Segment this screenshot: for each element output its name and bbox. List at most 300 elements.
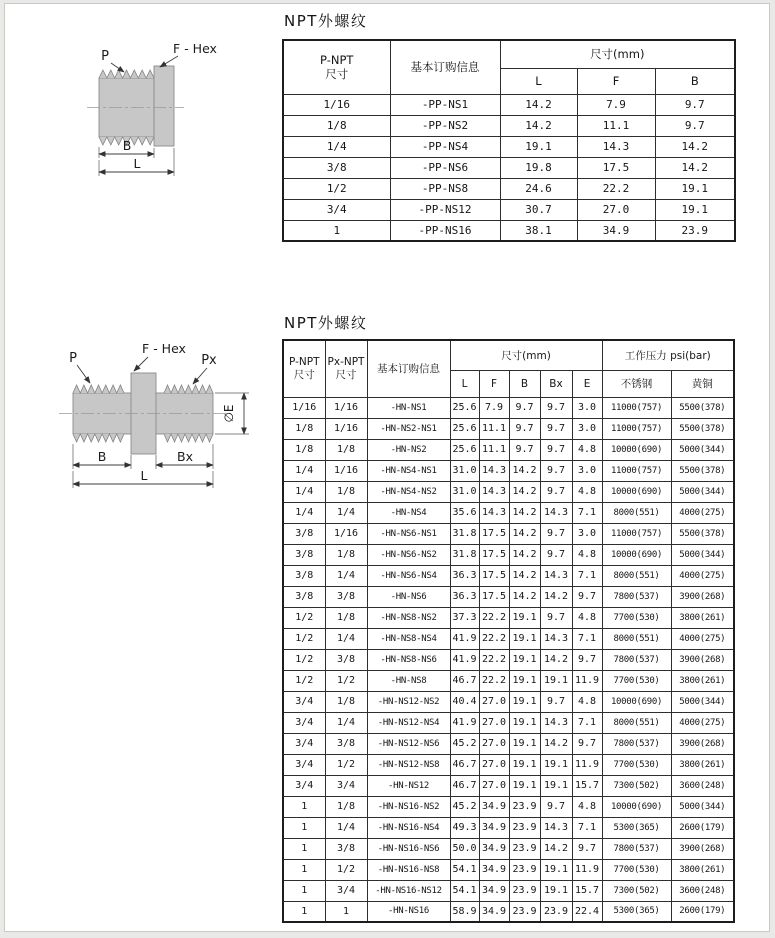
table-cell: 7700(530) [602,607,671,628]
table-row [283,523,734,544]
col-header-p-npt-line2: 尺寸 [325,67,349,82]
table-cell: 14.3 [540,502,572,523]
table-cell: 17.5 [479,544,509,565]
table-cell: 1/16 [325,523,367,544]
table-body [283,94,735,241]
table-cell: 14.2 [509,586,540,607]
col-header-order-info: 基本订购信息 [367,340,450,397]
table-cell: 11.9 [572,754,602,775]
table-cell: 1/4 [283,502,325,523]
table-cell: -HN-NS16-NS6 [367,838,450,859]
table-cell: 7.1 [572,712,602,733]
table-cell: 4.8 [572,607,602,628]
table-cell: 11.9 [572,670,602,691]
table-row [283,94,735,115]
col-header-f: F [577,68,655,94]
table-cell: 54.1 [450,859,479,880]
table-cell: 9.7 [540,607,572,628]
table-cell: 19.8 [500,157,577,178]
table-cell: 17.5 [577,157,655,178]
table-cell: 14.3 [479,481,509,502]
table-cell: 19.1 [509,712,540,733]
table-cell: 46.7 [450,775,479,796]
table-cell: 3/8 [283,523,325,544]
table-cell: 41.9 [450,649,479,670]
table-cell: 7.1 [572,565,602,586]
table-cell: 3.0 [572,397,602,418]
table-cell: 14.3 [479,460,509,481]
table-cell: 4.8 [572,544,602,565]
table-cell: -HN-NS6-NS4 [367,565,450,586]
col-header-b: B [509,370,540,397]
table-cell: -HN-NS2-NS1 [367,418,450,439]
table-row [283,880,734,901]
table-cell: 5500(378) [671,460,734,481]
table-cell: 19.1 [540,754,572,775]
table-cell: 23.9 [509,796,540,817]
table-cell: 9.7 [572,838,602,859]
table-row [283,796,734,817]
table-cell: -PP-NS4 [390,136,500,157]
table-cell: 22.2 [479,628,509,649]
table-cell: -HN-NS16-NS8 [367,859,450,880]
table-cell: 3900(268) [671,649,734,670]
table-cell: 41.9 [450,712,479,733]
table-cell: 9.7 [540,439,572,460]
table-cell: 19.1 [509,607,540,628]
table-cell: 49.3 [450,817,479,838]
table-cell: 1/16 [325,397,367,418]
table-cell: 1/4 [325,502,367,523]
table-cell: 14.3 [540,565,572,586]
table-cell: 4000(275) [671,565,734,586]
table-cell: 19.1 [509,670,540,691]
table-cell: 19.1 [509,733,540,754]
table-cell: 5000(344) [671,481,734,502]
table-cell: 3600(248) [671,880,734,901]
table-cell: 9.7 [540,460,572,481]
table-cell: 1/2 [325,859,367,880]
nipple-diagram [21,331,271,501]
table-cell: 7700(530) [602,754,671,775]
table-row [283,628,734,649]
table-cell: 38.1 [500,220,577,241]
table-cell: 34.9 [479,838,509,859]
table-cell: 3800(261) [671,670,734,691]
table-cell: 1/8 [283,439,325,460]
table-cell: 27.0 [479,691,509,712]
table-cell: 45.2 [450,733,479,754]
table-cell: 1/4 [325,712,367,733]
dim-label-l: L [140,468,148,483]
table-cell: 1 [283,796,325,817]
table-cell: 31.8 [450,523,479,544]
table-cell: -HN-NS12-NS2 [367,691,450,712]
table-cell: 1/8 [325,607,367,628]
col-header-size-mm: 尺寸(mm) [500,40,735,68]
table-cell: 9.7 [540,544,572,565]
table-cell: 10000(690) [602,481,671,502]
table-cell: 15.7 [572,880,602,901]
table-cell: 17.5 [479,586,509,607]
table-cell: 9.7 [655,115,735,136]
table-cell: 9.7 [572,649,602,670]
table-cell: 36.3 [450,565,479,586]
table-cell: 22.2 [479,649,509,670]
table-row [283,565,734,586]
table-cell: 22.4 [572,901,602,922]
table-cell: 4000(275) [671,712,734,733]
table-cell: -HN-NS4 [367,502,450,523]
table-cell: 1/2 [283,178,390,199]
table-cell: -HN-NS4-NS2 [367,481,450,502]
table-cell: 8000(551) [602,712,671,733]
table-cell: 1 [283,901,325,922]
table-cell: 9.7 [540,691,572,712]
table-cell: 9.7 [540,796,572,817]
table-row [283,439,734,460]
table-cell: 3900(268) [671,733,734,754]
table-cell: -PP-NS16 [390,220,500,241]
table-cell: 17.5 [479,523,509,544]
table-cell: 1 [325,901,367,922]
table-cell: 14.2 [509,565,540,586]
table-cell: 3/4 [283,199,390,220]
table-cell: 1 [283,880,325,901]
table-row [283,481,734,502]
label-p: P [101,49,109,64]
table-row [283,460,734,481]
table-cell: 19.1 [655,178,735,199]
table-row [283,544,734,565]
table-cell: 9.7 [540,481,572,502]
table-cell: 9.7 [509,439,540,460]
table-cell: 5000(344) [671,544,734,565]
table-row [283,691,734,712]
col-header-bx: Bx [540,370,572,397]
nipple-spec-table [282,339,735,923]
table-row [283,178,735,199]
col-header-px-npt [325,340,367,397]
table-cell: 3/8 [325,733,367,754]
leader-px [193,368,207,384]
table-cell: 19.1 [509,628,540,649]
leader-f-hex [160,56,178,67]
table-row [283,901,734,922]
table-cell: 9.7 [509,418,540,439]
table-cell: 3.0 [572,523,602,544]
table-cell: 14.2 [540,838,572,859]
table-cell: 34.9 [479,859,509,880]
table-cell: 7300(502) [602,775,671,796]
table-cell: 14.2 [500,94,577,115]
table-row [283,712,734,733]
table-cell: 5300(365) [602,817,671,838]
table-cell: 4.8 [572,796,602,817]
table-cell: 14.3 [479,502,509,523]
table-cell: 1/4 [325,817,367,838]
table-cell: 23.9 [509,901,540,922]
table-cell: 1/4 [325,628,367,649]
dim-label-l: L [133,156,141,171]
table-cell: 31.0 [450,481,479,502]
table-cell: 27.0 [479,712,509,733]
table-cell: 1 [283,817,325,838]
table-cell: -HN-NS8-NS6 [367,649,450,670]
table-row [283,199,735,220]
table-cell: 3/4 [325,775,367,796]
table-cell: 1/4 [325,565,367,586]
table-cell: 14.2 [509,523,540,544]
thread-right-top [164,385,213,393]
table-cell: 7.1 [572,502,602,523]
table-cell: 1/2 [283,607,325,628]
table-cell: 11000(757) [602,397,671,418]
table-cell: 9.7 [540,397,572,418]
col-header-l: L [500,68,577,94]
table-cell: 7800(537) [602,586,671,607]
table-cell: 7800(537) [602,733,671,754]
table-cell: -HN-NS8 [367,670,450,691]
table-cell: 7700(530) [602,670,671,691]
table-cell: 3/4 [325,880,367,901]
col-header-l: L [450,370,479,397]
table-cell: -HN-NS6-NS2 [367,544,450,565]
dim-label-e: ∅E [222,404,236,423]
table-cell: 8000(551) [602,565,671,586]
table-row [283,754,734,775]
thread-right-bottom [164,434,213,442]
col-header-brass: 黄铜 [671,370,734,397]
col-header-pressure: 工作压力 psi(bar) [602,340,734,370]
table-cell: 11000(757) [602,418,671,439]
col-header-order-info: 基本订购信息 [390,40,500,94]
table-cell: 31.8 [450,544,479,565]
table-cell: 11.9 [572,859,602,880]
table-cell: 14.2 [655,157,735,178]
table-cell: 1/16 [325,460,367,481]
section-title: NPT外螺纹 [284,314,368,332]
table-body [283,397,734,922]
table-cell: 14.2 [655,136,735,157]
table-cell: 3/8 [283,544,325,565]
table-cell: -PP-NS8 [390,178,500,199]
table-cell: 7.1 [572,817,602,838]
table-row [283,418,734,439]
table-cell: 19.1 [540,775,572,796]
table-cell: 9.7 [540,523,572,544]
dim-label-b: B [122,138,132,153]
table-cell: -HN-NS16-NS4 [367,817,450,838]
table-cell: 5000(344) [671,691,734,712]
table-cell: 1 [283,838,325,859]
table-cell: 34.9 [479,796,509,817]
table-cell: 19.1 [540,880,572,901]
table-cell: 23.9 [655,220,735,241]
leader-p [77,365,90,383]
table-cell: 27.0 [479,733,509,754]
table-cell: 3.0 [572,460,602,481]
table-cell: 9.7 [509,397,540,418]
table-cell: 7300(502) [602,880,671,901]
table-cell: 14.2 [509,502,540,523]
table-cell: 9.7 [540,418,572,439]
table-cell: 25.6 [450,418,479,439]
table-cell: 7.9 [479,397,509,418]
col-header-b: B [655,68,735,94]
table-cell: 19.1 [509,775,540,796]
table-cell: 14.3 [540,817,572,838]
table-cell: -HN-NS2 [367,439,450,460]
table-cell: 19.1 [540,670,572,691]
label-f-hex: F - Hex [142,341,186,356]
table-cell: 11000(757) [602,460,671,481]
table-cell: 9.7 [655,94,735,115]
table-cell: 7.1 [572,628,602,649]
table-cell: 4000(275) [671,628,734,649]
table-cell: 3/8 [325,649,367,670]
table-cell: 3/8 [283,565,325,586]
table-cell: 10000(690) [602,544,671,565]
table-cell: 3600(248) [671,775,734,796]
table-cell: 1/2 [325,754,367,775]
table-cell: 3/4 [283,775,325,796]
table-cell: 34.9 [479,901,509,922]
table-cell: 19.1 [655,199,735,220]
table-cell: 2600(179) [671,901,734,922]
page [4,3,770,932]
table-cell: -HN-NS12 [367,775,450,796]
table-cell: 5000(344) [671,439,734,460]
table-cell: 1/8 [283,115,390,136]
table-cell: 3800(261) [671,859,734,880]
table-cell: 1/16 [283,397,325,418]
table-cell: 1/16 [283,94,390,115]
table-cell: 3/4 [283,754,325,775]
table-cell: 11.1 [577,115,655,136]
table-cell: 54.1 [450,880,479,901]
table-cell: 23.9 [540,901,572,922]
table-cell: 31.0 [450,460,479,481]
col-header-p-npt-line1: P-NPT [320,52,354,67]
table-cell: 5000(344) [671,796,734,817]
table-cell: 40.4 [450,691,479,712]
table-cell: 1 [283,859,325,880]
table-cell: -PP-NS12 [390,199,500,220]
table-cell: 14.2 [540,586,572,607]
table-cell: 4000(275) [671,502,734,523]
col-header-p-npt-line2: 尺寸 [293,368,315,381]
table-cell: 23.9 [509,880,540,901]
col-header-p-npt [283,40,390,94]
table-cell: 46.7 [450,670,479,691]
table-cell: 10000(690) [602,796,671,817]
table-cell: 3/8 [283,157,390,178]
table-cell: -HN-NS12-NS4 [367,712,450,733]
table-cell: 7800(537) [602,838,671,859]
table-cell: 19.1 [500,136,577,157]
table-cell: 4.8 [572,481,602,502]
table-cell: 34.9 [479,817,509,838]
table-cell: -HN-NS6 [367,586,450,607]
table-row [283,838,734,859]
table-cell: -HN-NS4-NS1 [367,460,450,481]
table-cell: -HN-NS12-NS8 [367,754,450,775]
table-cell: 11000(757) [602,523,671,544]
table-cell: 17.5 [479,565,509,586]
table-cell: 3/8 [325,586,367,607]
table-cell: 34.9 [577,220,655,241]
table-cell: -HN-NS1 [367,397,450,418]
table-cell: -PP-NS2 [390,115,500,136]
table-cell: 19.1 [509,691,540,712]
table-cell: -HN-NS12-NS6 [367,733,450,754]
table-cell: 7.9 [577,94,655,115]
table-cell: 45.2 [450,796,479,817]
table-cell: 22.2 [479,670,509,691]
section-title: NPT外螺纹 [284,12,368,30]
table-cell: 11.1 [479,439,509,460]
table-row [283,817,734,838]
table-cell: 27.0 [577,199,655,220]
table-cell: -HN-NS16-NS12 [367,880,450,901]
table-header [283,340,734,397]
table-cell: 8000(551) [602,502,671,523]
table-cell: 2600(179) [671,817,734,838]
thread-top [99,70,154,78]
table-cell: 5500(378) [671,397,734,418]
table-cell: 1/8 [283,418,325,439]
table-cell: -HN-NS16 [367,901,450,922]
table-row [283,670,734,691]
table-cell: 58.9 [450,901,479,922]
table-row [283,733,734,754]
table-cell: 19.1 [540,859,572,880]
table-cell: 22.2 [479,607,509,628]
table-cell: 3/4 [283,691,325,712]
table-row [283,397,734,418]
col-header-px-npt-line2: 尺寸 [335,368,357,381]
table-cell: 10000(690) [602,691,671,712]
table-cell: 7800(537) [602,649,671,670]
table-cell: 1/8 [325,481,367,502]
col-header-px-npt-line1: Px-NPT [327,355,365,368]
table-cell: 3800(261) [671,607,734,628]
col-header-stainless: 不锈钢 [602,370,671,397]
table-row [283,136,735,157]
table-cell: 14.2 [509,544,540,565]
table-cell: 5300(365) [602,901,671,922]
table-row [283,220,735,241]
table-cell: -PP-NS1 [390,94,500,115]
table-cell: 14.2 [509,481,540,502]
table-cell: -HN-NS6-NS1 [367,523,450,544]
table-row [283,157,735,178]
table-cell: 3800(261) [671,754,734,775]
table-cell: -PP-NS6 [390,157,500,178]
table-cell: 1/2 [325,670,367,691]
table-cell: -HN-NS16-NS2 [367,796,450,817]
table-cell: 5500(378) [671,523,734,544]
table-cell: 7700(530) [602,859,671,880]
table-cell: 11.1 [479,418,509,439]
table-cell: 46.7 [450,754,479,775]
table-cell: 5500(378) [671,418,734,439]
table-cell: 8000(551) [602,628,671,649]
table-cell: 22.2 [577,178,655,199]
table-cell: 3/8 [283,586,325,607]
table-row [283,586,734,607]
